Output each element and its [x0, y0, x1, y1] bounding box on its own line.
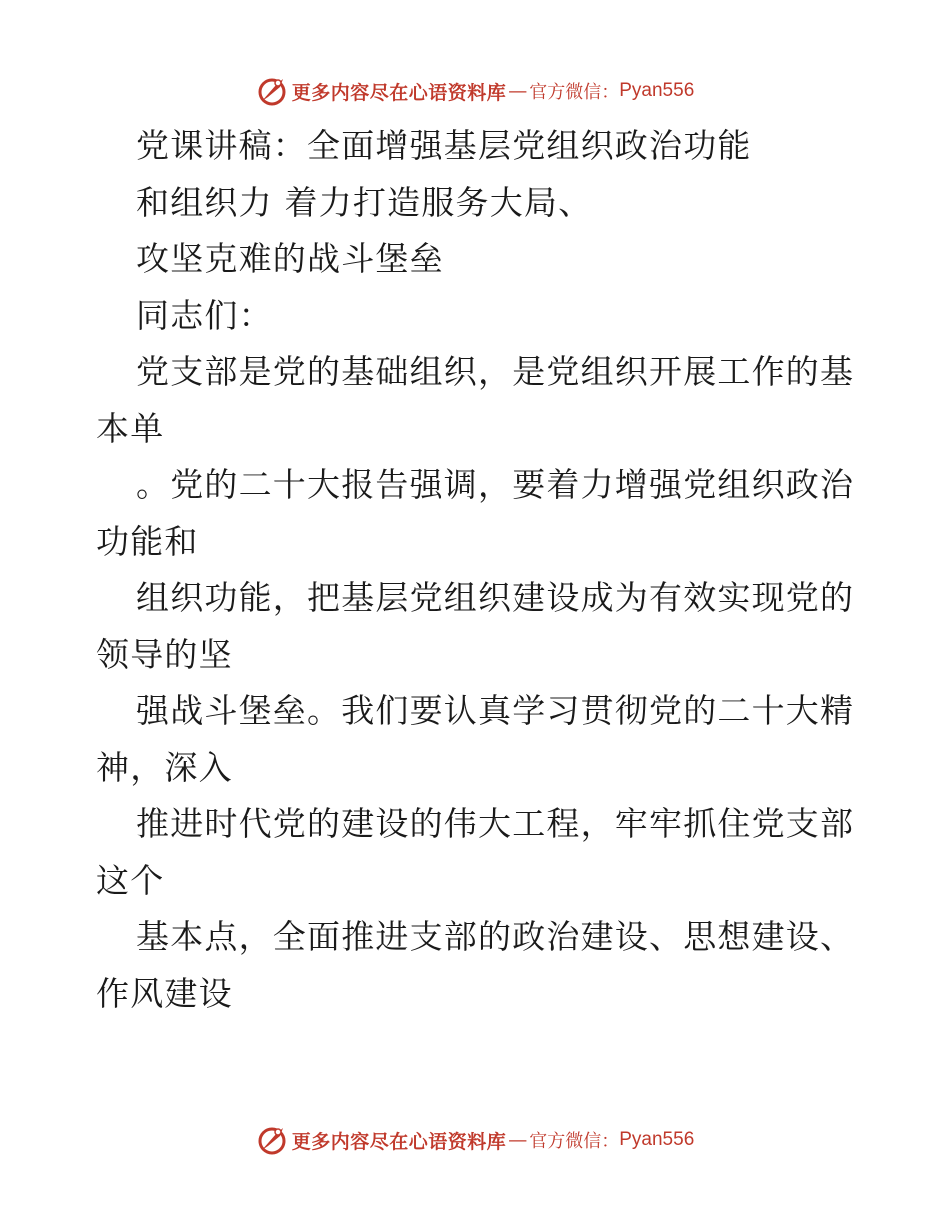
title-line-1: 党课讲稿：全面增强基层党组织政治功能: [136, 126, 752, 165]
watermark-account: Pyan556: [619, 1129, 695, 1150]
body-line: 神，深入: [96, 747, 233, 787]
quill-pen-icon: [256, 1124, 288, 1156]
title-line-2: 和组织力 着力打造服务大局、: [136, 182, 593, 222]
watermark-wechat-label: 官方微信：: [529, 1131, 620, 1152]
watermark-dash: —: [508, 1129, 528, 1151]
body-line: 作风建设: [96, 973, 233, 1013]
body-line: 功能和: [96, 521, 199, 561]
body-line: 推进时代党的建设的伟大工程，牢牢抓住党支部: [136, 804, 855, 843]
watermark-site-text: 更多内容尽在心语资料库: [291, 1130, 507, 1153]
body-line: 领导的坚: [96, 634, 233, 674]
body-line: 组织功能，把基层党组织建设成为有效实现党的: [136, 578, 855, 617]
quill-pen-icon: [256, 75, 288, 107]
body-line: 强战斗堡垒。我们要认真学习贯彻党的二十大精: [136, 691, 855, 730]
body-line: 这个: [96, 860, 165, 900]
body-line: 本单: [96, 408, 165, 448]
watermark-account: Pyan556: [619, 80, 695, 101]
header-watermark: [0, 71, 950, 111]
body-line: 。党的二十大报告强调，要着力增强党组织政治: [136, 465, 855, 504]
title-line-3: 攻坚克难的战斗堡垒: [136, 239, 444, 278]
body-line: 党支部是党的基础组织，是党组织开展工作的基: [136, 352, 855, 391]
watermark-dash: —: [508, 80, 528, 102]
document-body: [96, 118, 856, 1022]
salutation: 同志们：: [136, 295, 273, 335]
footer-watermark: [0, 1120, 950, 1160]
watermark-site-text: 更多内容尽在心语资料库: [291, 81, 507, 104]
body-line: 基本点，全面推进支部的政治建设、思想建设、: [136, 917, 855, 956]
watermark-wechat-label: 官方微信：: [529, 82, 620, 103]
